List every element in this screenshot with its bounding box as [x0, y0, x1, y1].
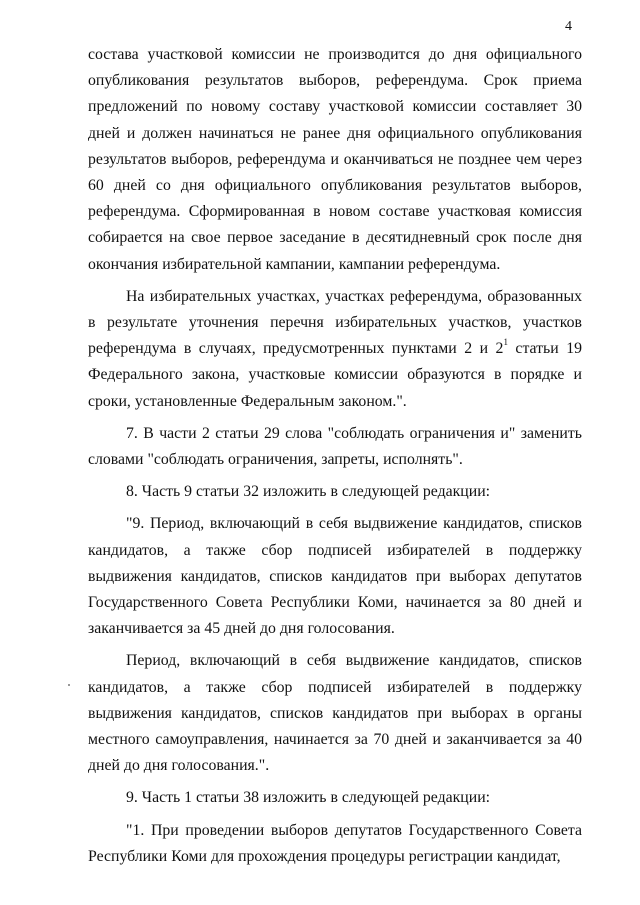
page-number: 4	[565, 19, 572, 34]
document-body	[88, 42, 582, 870]
paragraph-article-32-part-9: "9. Период, включающий в себя выдвижение кандидатов, списков кандидатов, а также сбор подписей избирателей в поддержку выдвижения кандидатов, списков кандидатов при выборах депутатов Государственного Совета Республики Коми, начинается за 80 дней и заканчивается за 45 дней до дня голосования.	[88, 515, 582, 638]
paragraph-item-9: 9. Часть 1 статьи 38 изложить в следующей редакции:	[126, 789, 491, 807]
margin-mark	[68, 684, 70, 686]
paragraph-item-8: 8. Часть 9 статьи 32 изложить в следующей редакции:	[126, 483, 491, 501]
paragraph-electoral-districts-text-1: На избирательных участках, участках референдума, образованных в результате уточнения перечня избирательных участков, участков референдума в случаях, предусмотренных пунктами 2 и 2	[88, 287, 582, 358]
paragraph-article-38-part-1: "1. При проведении выборов депутатов Государственного Совета Республики Коми для прохождения процедуры регистрации кандидат,	[88, 821, 582, 865]
paragraph-electoral-districts	[88, 284, 582, 415]
paragraph-continuation: состава участковой комиссии не производится до дня официального опубликования результатов выборов, референдума. Срок приема предложений по новому составу участковой комиссии составляет 30 дней и должен начинаться не ранее дня официального опубликования результатов выборов, референдума и оканчиваться не позднее чем через 60 дней со дня официального опубликования результатов выборов, референдума. Сформированная в новом составе участковая комиссия собирается на свое первое заседание в десятидневный срок после дня окончания избирательной кампании, кампании референдума.	[88, 46, 582, 273]
superscript-marker: 1	[503, 336, 508, 347]
paragraph-electoral-districts-text-2: статьи 19 Федерального закона, участковые комиссии образуются в порядке и сроки, установленные Федеральным законом.".	[88, 340, 582, 410]
paragraph-item-7: 7. В части 2 статьи 29 слова "соблюдать ограничения и" заменить словами "соблюдать ограничения, запреты, исполнять".	[88, 424, 582, 469]
paragraph-local-self-government: Период, включающий в себя выдвижение кандидатов, списков кандидатов, а также сбор подписей избирателей в поддержку выдвижения кандидатов, списков кандидатов при выборах в органы местного самоуправления, начинается за 70 дней и заканчивается за 40 дней до дня голосования.".	[88, 652, 582, 775]
